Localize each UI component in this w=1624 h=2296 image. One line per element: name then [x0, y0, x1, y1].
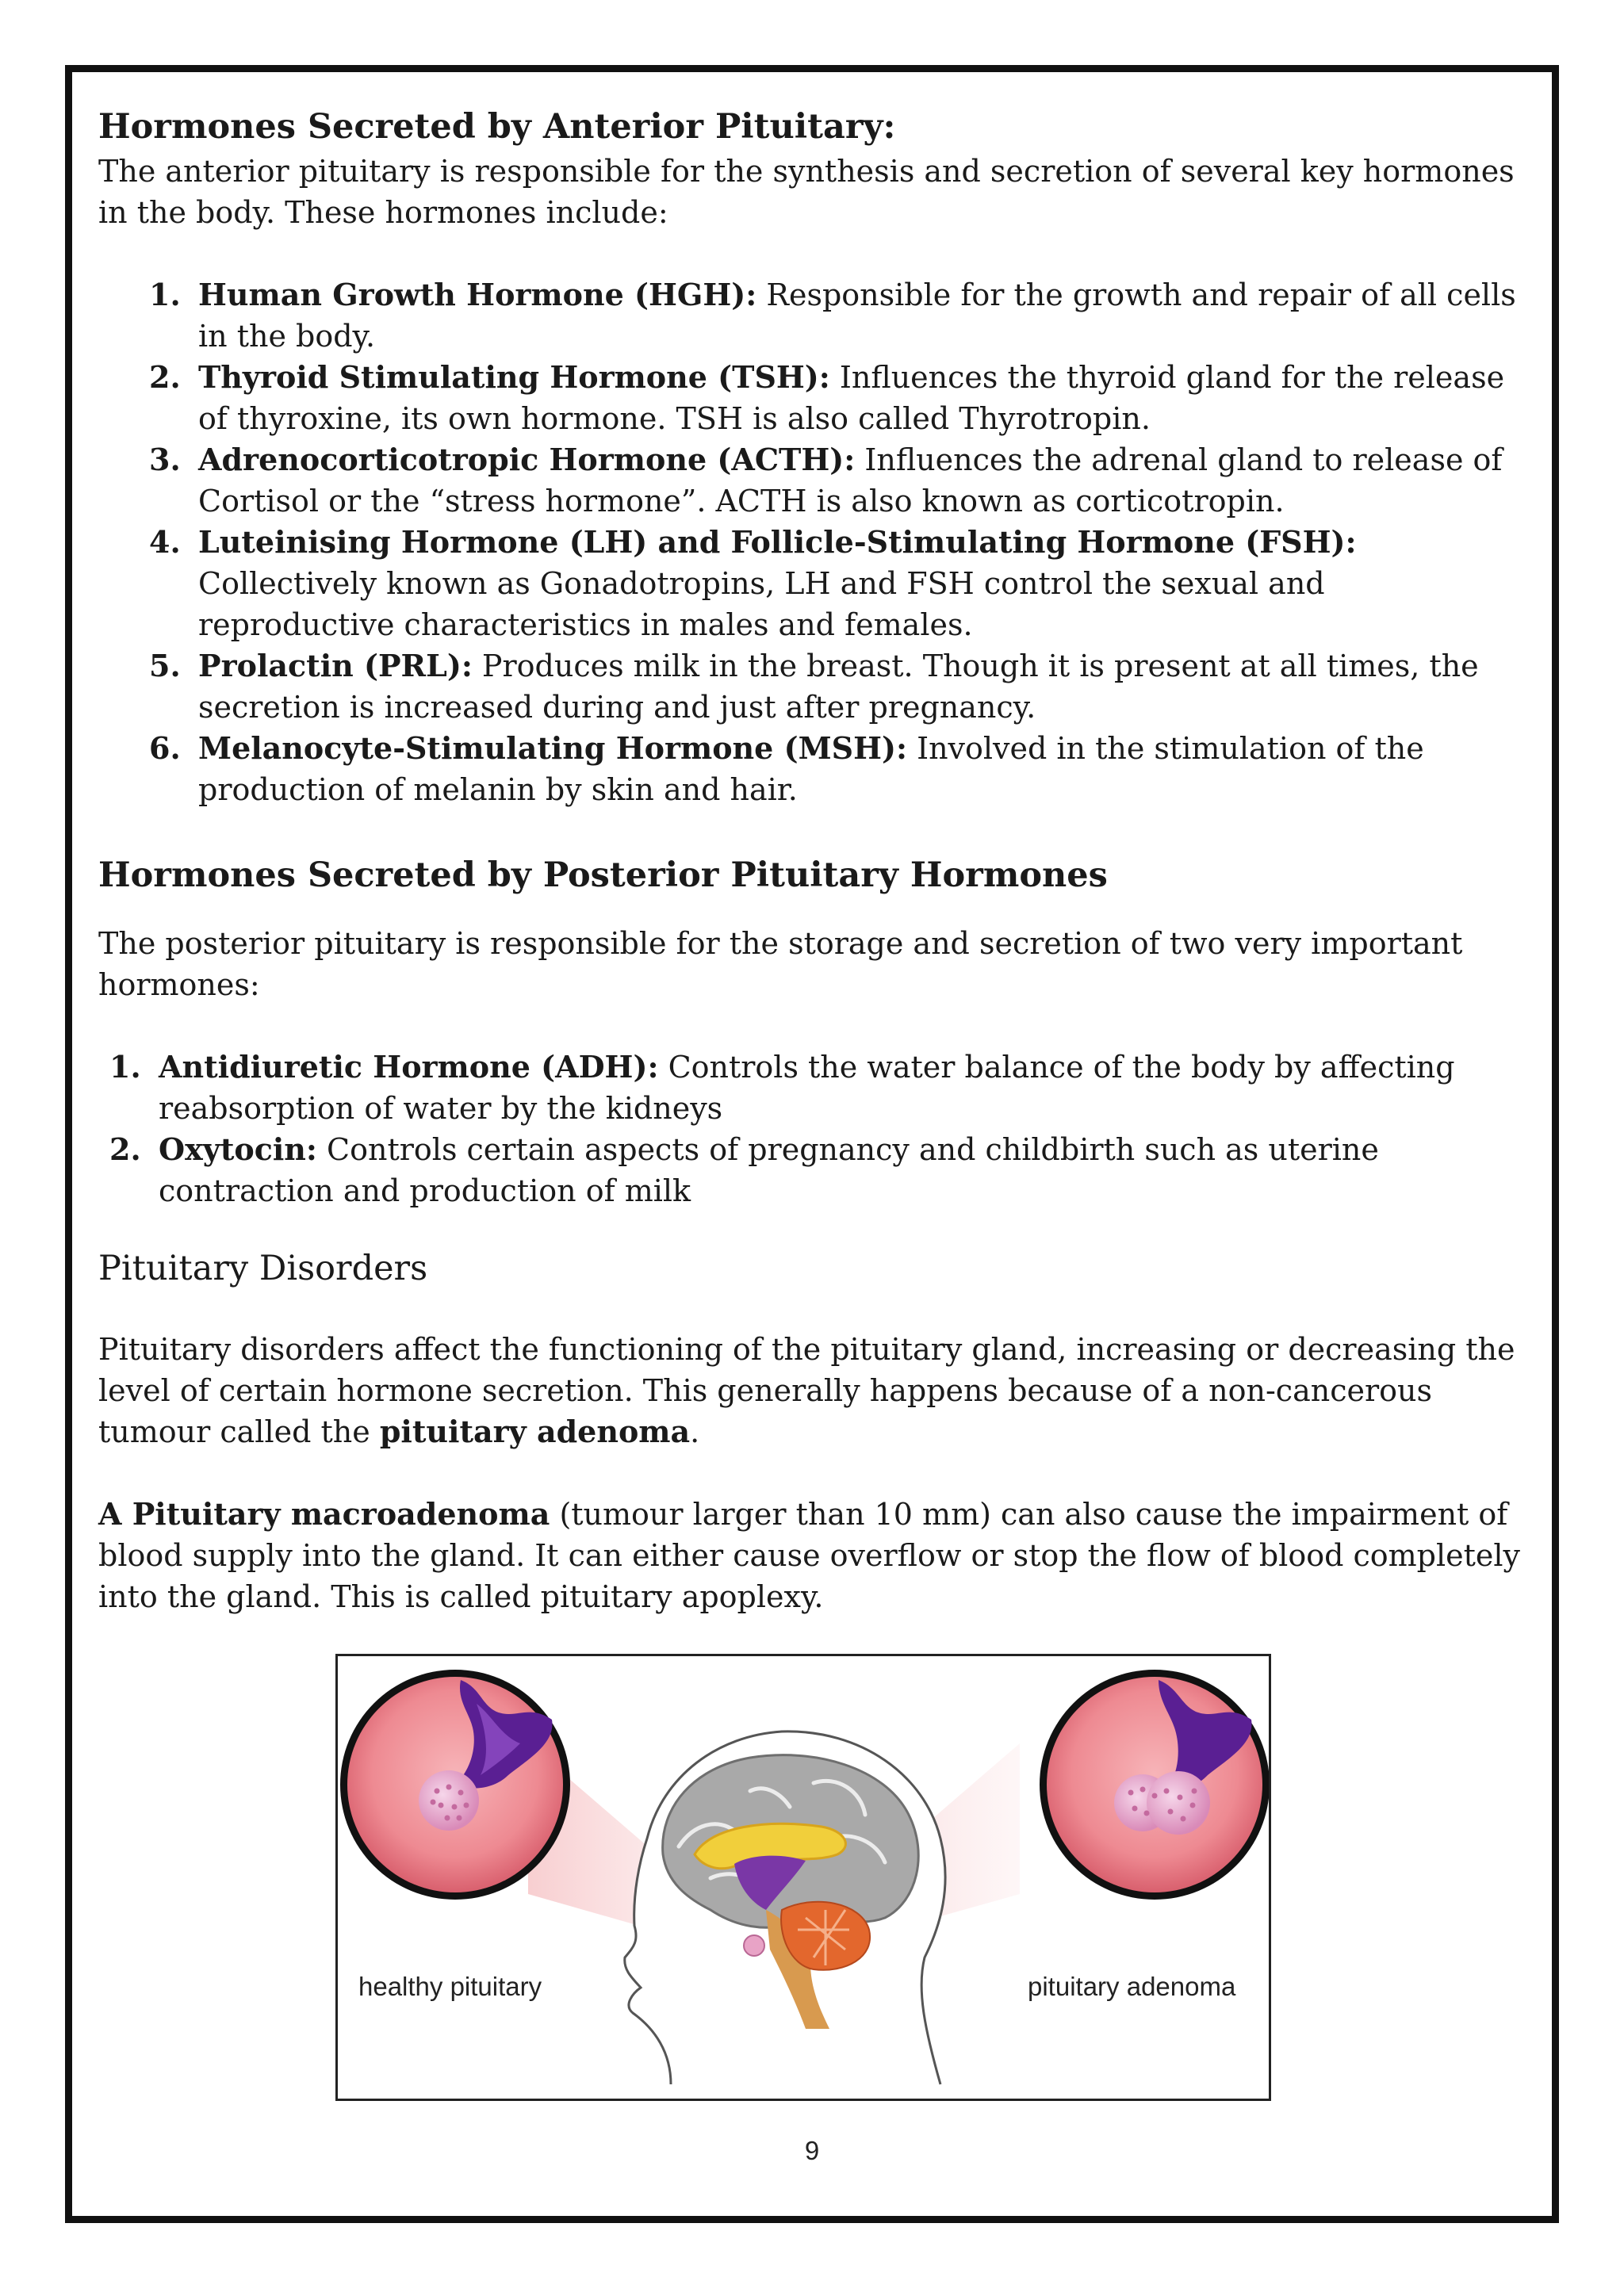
disorders-heading: Pituitary Disorders	[98, 1249, 428, 1288]
item-number: 6.	[149, 730, 181, 766]
hormone-term: Prolactin (PRL):	[198, 648, 473, 683]
disorders-paragraph-2	[98, 1494, 1526, 1617]
para-text: Pituitary disorders affect the functioning of the pituitary gland, increasing or decreasing the level of certain hormone secretion. This generally happens because of a non-cancerous tumour called the	[98, 1332, 1515, 1449]
anterior-intro: The anterior pituitary is responsible for the synthesis and secretion of several key hormones in the body. These hormones include:	[98, 154, 1515, 230]
adenoma-tumour	[1147, 1771, 1210, 1835]
page-number: 9	[804, 2136, 820, 2165]
hormone-term: Antidiuretic Hormone (ADH):	[159, 1049, 659, 1085]
pituitary-illustration	[335, 1654, 1271, 2101]
item-number: 2.	[109, 1131, 141, 1167]
hormone-term: Thyroid Stimulating Hormone (TSH):	[198, 359, 830, 395]
pituitary-gland	[744, 1935, 764, 1956]
hormone-term: Melanocyte-Stimulating Hormone (MSH):	[198, 730, 907, 766]
caption-adenoma: pituitary adenoma	[1028, 1972, 1236, 2001]
list-item	[149, 439, 1526, 522]
hormone-desc: Influences the thyroid gland for the release of thyroxine, its own hormone. TSH is also called Thyrotropin.	[198, 360, 1505, 436]
hormone-term: Adrenocorticotropic Hormone (ACTH):	[198, 442, 856, 477]
list-item	[149, 522, 1526, 645]
anterior-list	[98, 274, 1526, 810]
page-content	[98, 97, 1526, 1617]
posterior-intro: The posterior pituitary is responsible for the storage and secretion of two very important hormones:	[98, 926, 1463, 1002]
item-number: 1.	[109, 1049, 141, 1085]
pituitary-healthy	[419, 1770, 479, 1831]
list-item	[149, 728, 1526, 810]
hormone-desc: Influences the adrenal gland to release of Cortisol or the “stress hormone”. ACTH is also known as corticotropin.	[198, 442, 1503, 519]
para-bold: pituitary adenoma	[379, 1414, 691, 1449]
hormone-desc: Involved in the stimulation of the production of melanin by skin and hair.	[198, 731, 1424, 807]
illustration-drawing	[338, 1656, 1271, 2101]
para-text: .	[690, 1414, 700, 1449]
hormone-term: Oxytocin:	[159, 1131, 317, 1167]
caption-healthy: healthy pituitary	[358, 1972, 542, 2001]
item-number: 4.	[149, 524, 181, 560]
posterior-list	[98, 1047, 1526, 1211]
posterior-heading: Hormones Secreted by Posterior Pituitary Hormones	[98, 855, 1108, 895]
hormone-desc: Responsible for the growth and repair of all cells in the body.	[198, 277, 1516, 354]
para-text: (tumour larger than 10 mm) can also cause the impairment of blood supply into the gland. It can either cause overflow or stop the flow of blood completely into the gland. This is called pituitary apoplexy.	[98, 1497, 1521, 1614]
item-number: 5.	[149, 648, 181, 683]
list-item	[109, 1129, 1526, 1211]
hormone-desc: Collectively known as Gonadotropins, LH and FSH control the sexual and reproductive characteristics in males and females.	[198, 566, 1325, 642]
list-item	[149, 357, 1526, 439]
anterior-heading: Hormones Secreted by Anterior Pituitary:	[98, 107, 896, 147]
item-number: 3.	[149, 442, 181, 477]
para-bold: A Pituitary macroadenoma	[98, 1496, 550, 1532]
disorders-paragraph-1	[98, 1329, 1526, 1452]
item-number: 1.	[149, 277, 181, 312]
hormone-desc: Controls certain aspects of pregnancy and childbirth such as uterine contraction and production of milk	[159, 1132, 1379, 1208]
hormone-desc: Produces milk in the breast. Though it is present at all times, the secretion is increased during and just after pregnancy.	[198, 649, 1479, 725]
hormone-term: Human Growth Hormone (HGH):	[198, 277, 757, 312]
item-number: 2.	[149, 359, 181, 395]
hormone-desc: Controls the water balance of the body by affecting reabsorption of water by the kidneys	[159, 1050, 1455, 1126]
list-item	[149, 274, 1526, 357]
list-item	[149, 645, 1526, 728]
hormone-term: Luteinising Hormone (LH) and Follicle-Stimulating Hormone (FSH):	[198, 524, 1357, 560]
list-item	[109, 1047, 1526, 1129]
